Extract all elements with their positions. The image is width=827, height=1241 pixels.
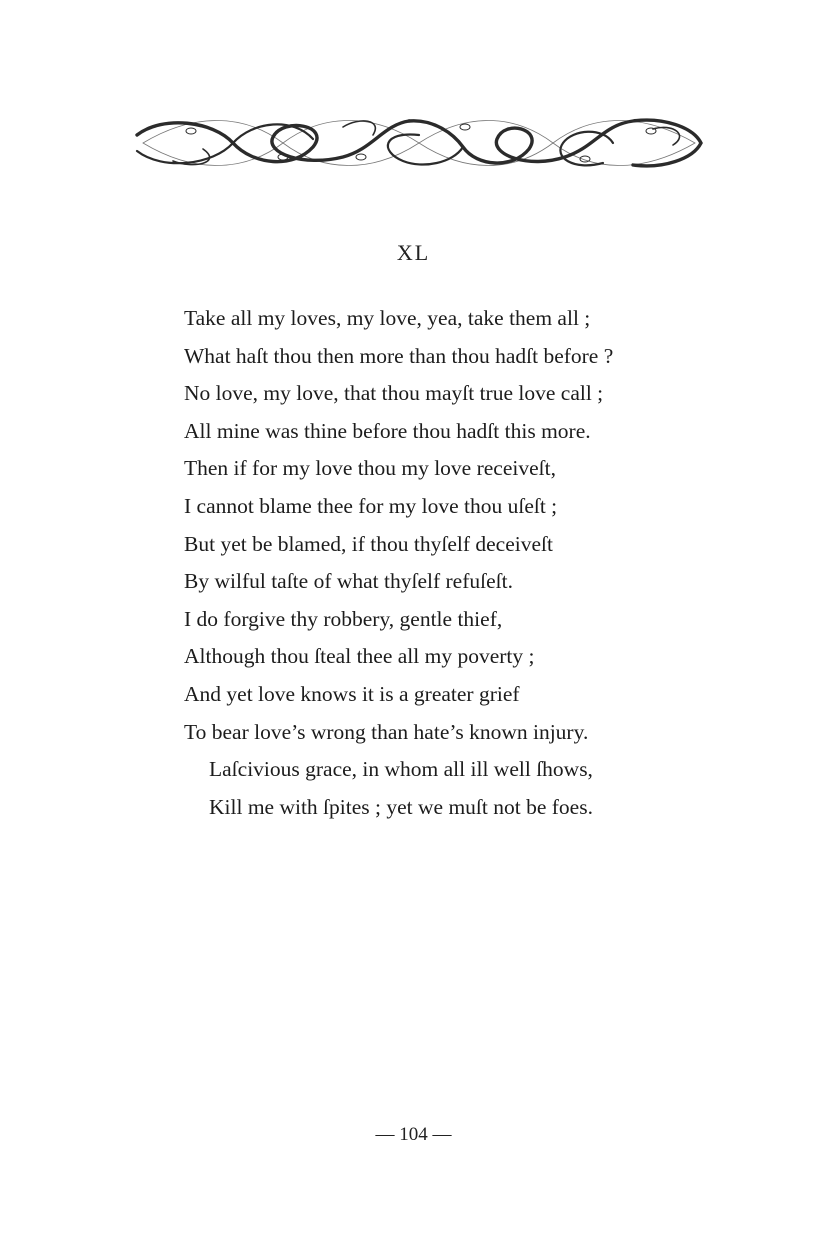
poem-line: I cannot blame thee for my love thou uſeſt ; bbox=[184, 493, 558, 518]
poem-line: What haſt thou then more than thou hadſt before ? bbox=[184, 343, 614, 368]
poem-line: All mine was thine before thou hadſt this more. bbox=[184, 418, 591, 443]
poem-line: Take all my loves, my love, yea, take them all ; bbox=[184, 306, 591, 330]
couplet-line: Laſcivious grace, in whom all ill well ſhows, bbox=[209, 757, 593, 782]
poem-line: And yet love knows it is a greater grief bbox=[184, 681, 520, 706]
sonnet-number: XL bbox=[396, 240, 431, 265]
poem-line: Then if for my love thou my love receiveſt, bbox=[184, 456, 556, 481]
poem-line: No love, my love, that thou mayſt true love call ; bbox=[184, 381, 604, 406]
couplet-line: Kill me with ſpites ; yet we muſt not be foes. bbox=[209, 794, 593, 819]
calligraphic-flourish-icon bbox=[133, 113, 705, 173]
poem-line: Although thou ſteal thee all my poverty ; bbox=[184, 644, 535, 669]
poem-line: But yet be blamed, if thou thyſelf deceiveſt bbox=[184, 531, 553, 556]
poem-line: To bear love’s wrong than hate’s known injury. bbox=[184, 719, 589, 744]
page-number: — 104 — bbox=[375, 1124, 452, 1145]
poem-line: By wilful taſte of what thyſelf refuſeſt. bbox=[184, 569, 513, 594]
poem-line: I do forgive thy robbery, gentle thief, bbox=[184, 606, 503, 631]
poem-body bbox=[184, 300, 704, 826]
